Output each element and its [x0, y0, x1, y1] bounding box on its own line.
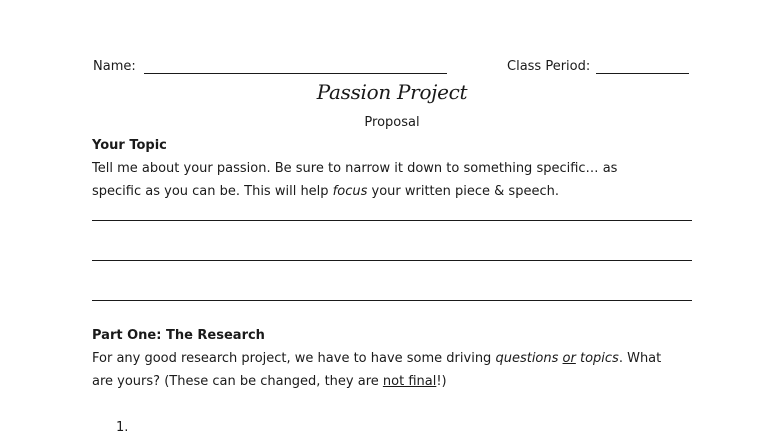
research-line2-not-final: not final [382, 374, 437, 389]
topic-line2-emphasis: focus [332, 184, 368, 199]
name-period-row [93, 58, 693, 78]
research-line2-text-b: !) [436, 374, 447, 389]
research-line1-text-b: . What [618, 351, 662, 366]
research-heading: Part One: The Research [92, 328, 265, 343]
name-blank-line[interactable] [144, 73, 447, 74]
research-instructions-line-2 [92, 370, 702, 393]
topic-instructions-line-1: Tell me about your passion. Be sure to narrow it down to something specific… as [92, 161, 618, 176]
research-line1-topics: topics [579, 351, 619, 366]
research-line2-text-a: are yours? (These can be changed, they are [92, 374, 383, 389]
research-line1-text-a: For any good research project, we have to have some driving [92, 351, 496, 366]
research-instructions [92, 347, 702, 393]
topic-instructions [92, 157, 702, 203]
page-title: Passion Project [316, 80, 468, 104]
topic-instructions-line-2 [92, 180, 702, 203]
topic-line2-text-a: specific as you can be. This will help [92, 184, 333, 199]
research-line1-or: or [562, 351, 576, 366]
topic-answer-line-1[interactable] [92, 220, 692, 221]
topic-answer-line-2[interactable] [92, 260, 692, 261]
page-subtitle: Proposal [364, 115, 420, 130]
name-label: Name: [93, 59, 136, 74]
question-list-item-1: 1. [116, 420, 129, 435]
topic-answer-line-3[interactable] [92, 300, 692, 301]
class-period-blank-line[interactable] [596, 73, 689, 74]
research-line1-questions: questions [495, 351, 559, 366]
topic-line2-text-b: your written piece & speech. [367, 184, 559, 199]
class-period-label: Class Period: [507, 59, 591, 74]
research-instructions-line-1 [92, 347, 702, 370]
topic-heading: Your Topic [92, 138, 167, 153]
